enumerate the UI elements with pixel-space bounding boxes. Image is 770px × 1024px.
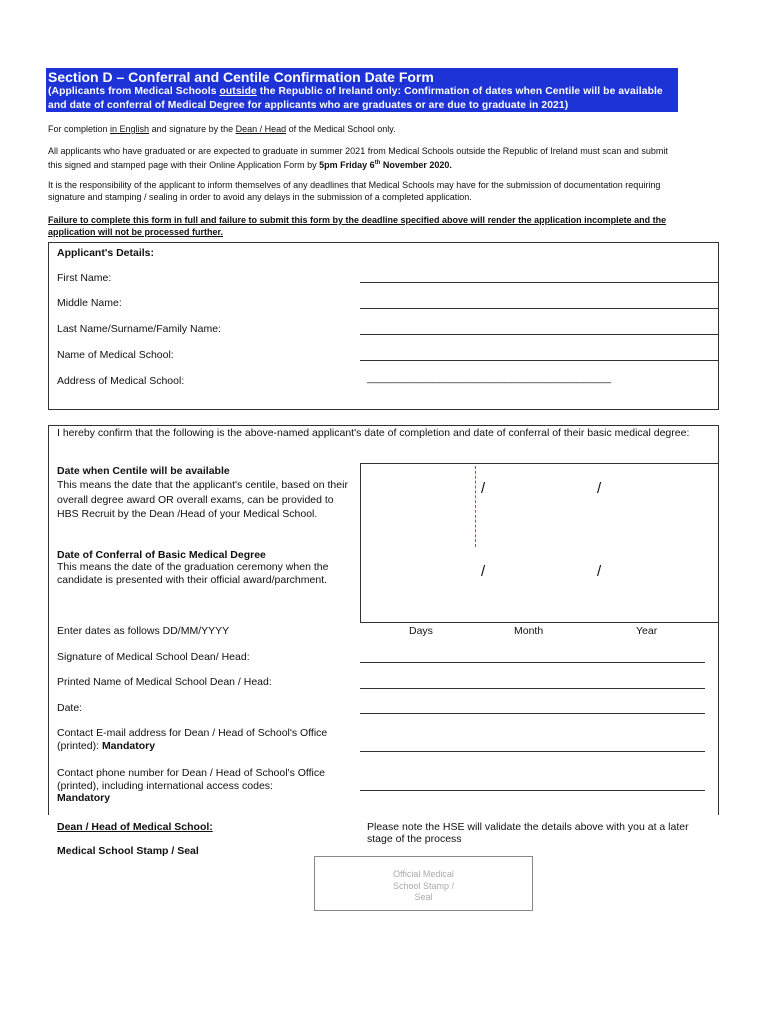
centile-heading: Date when Centile will be available (57, 465, 230, 477)
hse-note: Please note the HSE will validate the details above with you at a later stage of the process (367, 821, 689, 845)
year-label: Year (636, 625, 658, 637)
form-title: Section D – Conferral and Centile Confirmation Date Form (48, 69, 434, 85)
centile-date-input[interactable] (366, 468, 716, 538)
centile-date-slash-1: / (481, 480, 486, 497)
form-header (46, 68, 678, 112)
school-address-field[interactable]: ____________________________________________ (367, 372, 611, 384)
centile-description: This means the date that the applicant's centile, based on their overall degree award OR overall exams, can be provided to HBS Recruit by the Dean /Head of your Medical School. (57, 479, 348, 520)
email-label: Contact E-mail address for Dean / Head of School's Office (printed): Mandatory (57, 727, 328, 752)
school-address-label: Address of Medical School: (57, 375, 185, 387)
email-field[interactable] (360, 751, 705, 752)
responsibility-note: It is the responsibility of the applicant to inform themselves of any deadlines that Medical Schools may have for the submission of documentation requiring signature and stamping / sealing in order to avoid any delays in the submission of a completed application. (48, 180, 661, 202)
middle-name-label: Middle Name: (57, 297, 122, 309)
failure-warning: Failure to complete this form in full and failure to submit this form by the deadline specified above will render the application incomplete and the application will not be processed further. (48, 215, 667, 237)
conferral-date-slash-2: / (597, 563, 602, 580)
confirmation-statement: I hereby confirm that the following is the above-named applicant's date of completion and date of conferral of their basic medical degree: (57, 427, 690, 439)
conferral-date-input[interactable] (366, 550, 716, 620)
date-label: Date: (57, 702, 83, 714)
last-name-label: Last Name/Surname/Family Name: (57, 323, 221, 335)
first-name-label: First Name: (57, 272, 112, 284)
signature-label: Signature of Medical School Dean/ Head: (57, 651, 250, 663)
school-name-field[interactable] (360, 360, 719, 361)
date-format-note: Enter dates as follows DD/MM/YYYY (57, 625, 230, 637)
date-field[interactable] (360, 713, 705, 714)
days-label: Days (409, 625, 433, 637)
phone-field[interactable] (360, 790, 705, 791)
first-name-field[interactable] (360, 282, 719, 283)
dean-head-label: Dean / Head of Medical School: (57, 821, 213, 833)
centile-date-slash-2: / (597, 480, 602, 497)
conferral-date-slash-1: / (481, 563, 486, 580)
form-subtitle: (Applicants from Medical Schools outside the Republic of Ireland only: Confirmation of dates when Centile will be available and date of conferral of Medical Degree for applicants who are graduates or are due to graduate in 2021) (48, 86, 663, 111)
applicants-instructions: All applicants who have graduated or are expected to graduate in summer 2021 from Medical Schools outside the Republic of Ireland must scan and submit this signed and stamped page with their Online Application Form by 5pm Friday 6th November 2020. (48, 146, 668, 170)
month-label: Month (514, 625, 544, 637)
applicant-heading: Applicant's Details: (57, 247, 155, 259)
stamp-area[interactable] (314, 856, 533, 911)
phone-label: Contact phone number for Dean / Head of School's Office (printed), including international access codes: Mandatory (57, 767, 325, 804)
conferral-heading: Date of Conferral of Basic Medical Degree (57, 549, 266, 561)
stamp-placeholder-text: Official Medical School Stamp / Seal (392, 869, 455, 902)
school-name-label: Name of Medical School: (57, 349, 174, 361)
middle-name-field[interactable] (360, 308, 719, 309)
printed-name-label: Printed Name of Medical School Dean / Head: (57, 676, 272, 688)
signature-field[interactable] (360, 662, 705, 663)
printed-name-field[interactable] (360, 688, 705, 689)
stamp-label: Medical School Stamp / Seal (57, 845, 199, 857)
conferral-description: This means the date of the graduation ceremony when the candidate is presented with their official award/parchment. (57, 561, 329, 586)
completion-note: For completion in English and signature by the Dean / Head of the Medical School only. (48, 124, 396, 134)
last-name-field[interactable] (360, 334, 719, 335)
